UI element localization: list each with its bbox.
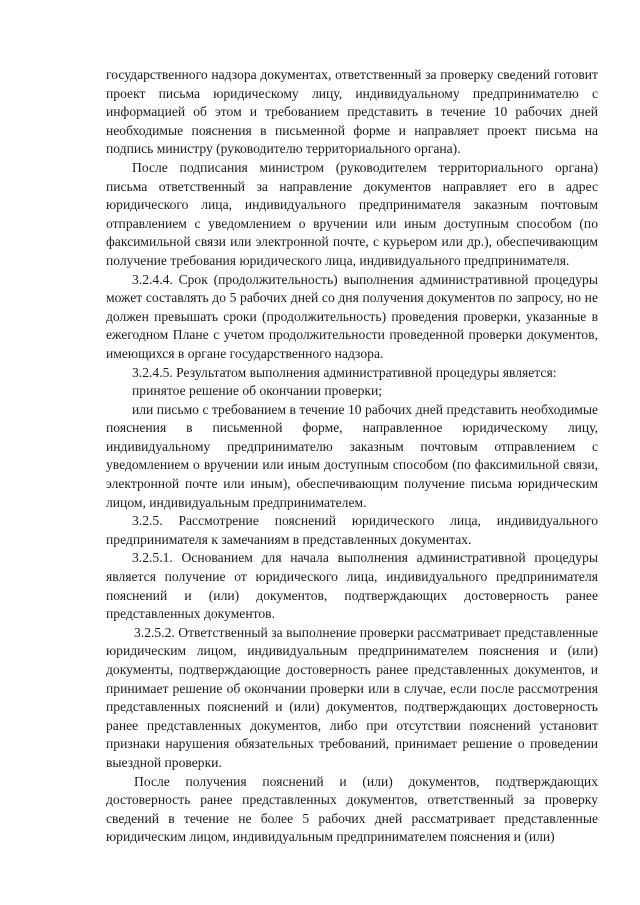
paragraph-3: 3.2.4.4. Срок (продолжительность) выполнения административной процедуры может составлять до 5 рабочих дней со дня получения документов по запросу, но не должен превышать сроки (продолжительность) проведения проверки, указанные в ежегодном Плане с учетом продолжительности проведенной проверки документов, имеющихся в органе государственного надзора. bbox=[106, 271, 598, 361]
document-body bbox=[106, 66, 598, 847]
paragraph-9: 3.2.5.2. Ответственный за выполнение проверки рассматривает представленные юридическим лицом, индивидуальным предпринимателем пояснения и (или) документы, подтверждающие достоверность ранее представленных документов, и принимает решение об окончании проверки или в случае, если после рассмотрения представленных пояснений и (или) документов, подтверждающих достоверность ранее представленных документов, либо при отсутствии пояснений установит признаки нарушения обязательных требований, принимает решение о проведении выездной проверки. bbox=[106, 624, 598, 770]
paragraph-1: государственного надзора документах, ответственный за проверку сведений готовит проект письма юридическому лицу, индивидуальному предпринимателю с информацией об этом и требованием представить в течение 10 рабочих дней необходимые пояснения в письменной форме и направляет проект письма на подпись министру (руководителю территориального органа). bbox=[106, 67, 598, 157]
paragraph-6: или письмо с требованием в течение 10 рабочих дней представить необходимые пояснения в письменной форме, направленное юридическому лицу, индивидуальному предпринимателю заказным почтовым отправлением с уведомлением о вручении или иным доступным способом (по факсимильной связи, электронной почте или иным), обеспечивающим получение письма юридическим лицом, индивидуальным предпринимателем. bbox=[106, 401, 598, 510]
paragraph-10: После получения пояснений и (или) документов, подтверждающих достоверность ранее представленных документов, ответственный за проверку сведений в течение не более 5 рабочих дней рассматривает представленные юридическим лицом, индивидуальным предпринимателем пояснения и (или) bbox=[106, 773, 598, 845]
paragraph-7: 3.2.5. Рассмотрение пояснений юридического лица, индивидуального предпринимателя к замечаниям в представленных документах. bbox=[106, 513, 598, 547]
paragraph-4: 3.2.4.5. Результатом выполнения административной процедуры является: bbox=[132, 364, 557, 380]
paragraph-8: 3.2.5.1. Основанием для начала выполнения административной процедуры является получение от юридического лица, индивидуального предпринимателя пояснений и (или) документов, подтверждающих достоверность ранее представленных документов. bbox=[106, 550, 598, 622]
paragraph-5: принятое решение об окончании проверки; bbox=[132, 383, 383, 399]
paragraph-2: После подписания министром (руководителем территориального органа) письма ответственный за направление документов направляет его в адрес юридического лица, индивидуального предпринимателя заказным почтовым отправлением с уведомлением о вручении или иным доступным способом (по факсимильной связи или электронной почте, с курьером или др.), обеспечивающим получение требования юридического лица, индивидуального предпринимателя. bbox=[106, 159, 598, 268]
